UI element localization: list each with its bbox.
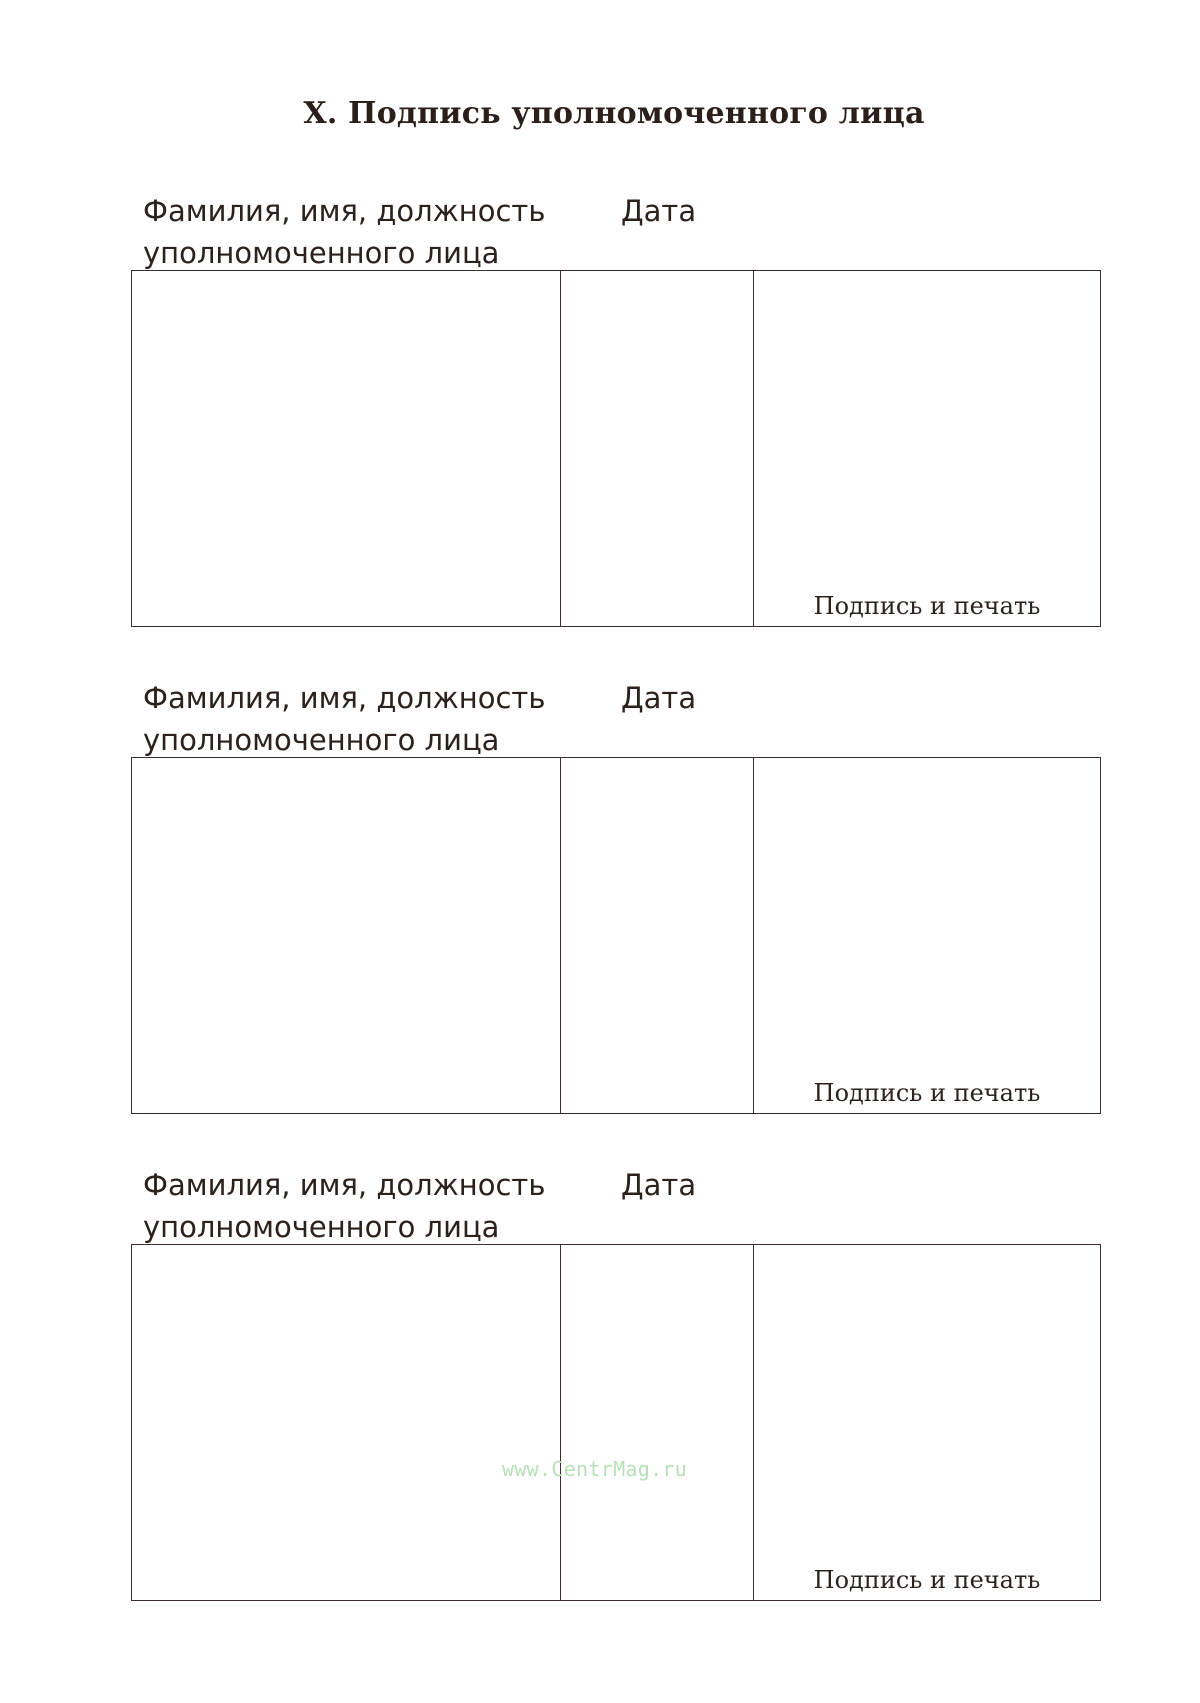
name-label-line2: уполномоченного лица (143, 1210, 500, 1244)
signatory-section-3 (0, 1164, 1200, 1614)
page-title: X. Подпись уполномоченного лица (303, 96, 925, 131)
date-label: Дата (621, 194, 697, 228)
name-position-label (143, 677, 603, 761)
signature-caption: Подпись и печать (813, 592, 1041, 620)
name-position-label (143, 1164, 603, 1248)
signatory-section-2 (0, 677, 1200, 1127)
name-position-label (143, 190, 603, 274)
signature-stamp-field[interactable] (754, 1245, 1100, 1600)
date-field[interactable] (561, 1245, 754, 1600)
name-label-line1: Фамилия, имя, должность (143, 1168, 546, 1202)
watermark: www.CentrMag.ru (502, 1457, 688, 1481)
date-field[interactable] (561, 758, 754, 1113)
name-label-line2: уполномоченного лица (143, 723, 500, 757)
date-field[interactable] (561, 271, 754, 626)
signature-stamp-field[interactable] (754, 758, 1100, 1113)
name-position-field[interactable] (132, 271, 561, 626)
signature-table (131, 757, 1101, 1114)
signature-caption: Подпись и печать (813, 1566, 1041, 1594)
name-position-field[interactable] (132, 1245, 561, 1600)
signature-table (131, 270, 1101, 627)
signatory-section-1 (0, 190, 1200, 640)
signature-table (131, 1244, 1101, 1601)
date-label: Дата (621, 681, 697, 715)
name-label-line2: уполномоченного лица (143, 236, 500, 270)
name-label-line1: Фамилия, имя, должность (143, 681, 546, 715)
name-position-field[interactable] (132, 758, 561, 1113)
name-label-line1: Фамилия, имя, должность (143, 194, 546, 228)
signature-stamp-field[interactable] (754, 271, 1100, 626)
date-label: Дата (621, 1168, 697, 1202)
signature-caption: Подпись и печать (813, 1079, 1041, 1107)
